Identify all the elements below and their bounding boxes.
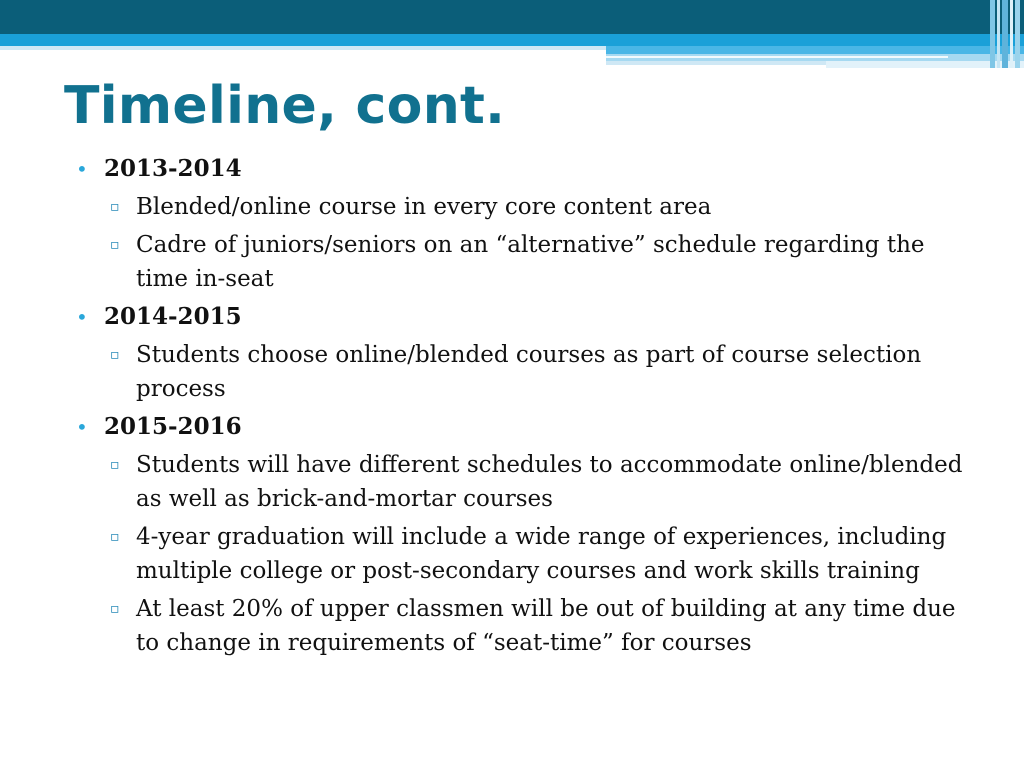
sub-bullet-text: Students will have different schedules to accommodate online/blended as well as brick-and-mortar courses (136, 452, 963, 512)
sub-bullet-text: Students choose online/blended courses as part of course selection process (136, 342, 922, 402)
square-bullet-icon: ▫ (110, 347, 120, 363)
header-stripes (990, 0, 1024, 68)
sub-bullet-text: At least 20% of upper classmen will be out of building at any time due to change in requirements of “seat-time” for courses (136, 596, 956, 656)
year-bullet (74, 300, 974, 334)
square-bullet-icon: ▫ (110, 457, 120, 473)
sub-bullet-item (74, 520, 974, 588)
sub-bullet-item (74, 338, 974, 406)
year-bullet (74, 410, 974, 444)
year-label: 2013-2014 (104, 155, 242, 182)
header-band-accent (606, 46, 1024, 54)
bullet-dot-icon: • (76, 415, 88, 439)
year-bullet (74, 152, 974, 186)
timeline-section (74, 300, 974, 406)
sub-bullet-text: Blended/online course in every core content area (136, 194, 712, 220)
header-band-dark (0, 0, 1024, 34)
slide-title: Timeline, cont. (64, 76, 506, 136)
timeline-section (74, 152, 974, 296)
sub-bullet-item (74, 592, 974, 660)
sub-bullet-item (74, 448, 974, 516)
sub-bullet-item (74, 228, 974, 296)
header-band-light (0, 46, 606, 50)
sub-bullet-text: Cadre of juniors/seniors on an “alternative” schedule regarding the time in-seat (136, 232, 925, 292)
header-band-line (606, 61, 826, 65)
square-bullet-icon: ▫ (110, 237, 120, 253)
bullet-dot-icon: • (76, 305, 88, 329)
bullet-list (74, 152, 974, 664)
square-bullet-icon: ▫ (110, 601, 120, 617)
header-band-bright (0, 34, 1024, 46)
header-band-highlight (606, 56, 948, 58)
square-bullet-icon: ▫ (110, 529, 120, 545)
year-label: 2014-2015 (104, 303, 242, 330)
bullet-dot-icon: • (76, 157, 88, 181)
square-bullet-icon: ▫ (110, 199, 120, 215)
timeline-section (74, 410, 974, 660)
year-label: 2015-2016 (104, 413, 242, 440)
sub-bullet-item (74, 190, 974, 224)
sub-bullet-text: 4-year graduation will include a wide range of experiences, including multiple college or post-secondary courses and work skills training (136, 524, 947, 584)
